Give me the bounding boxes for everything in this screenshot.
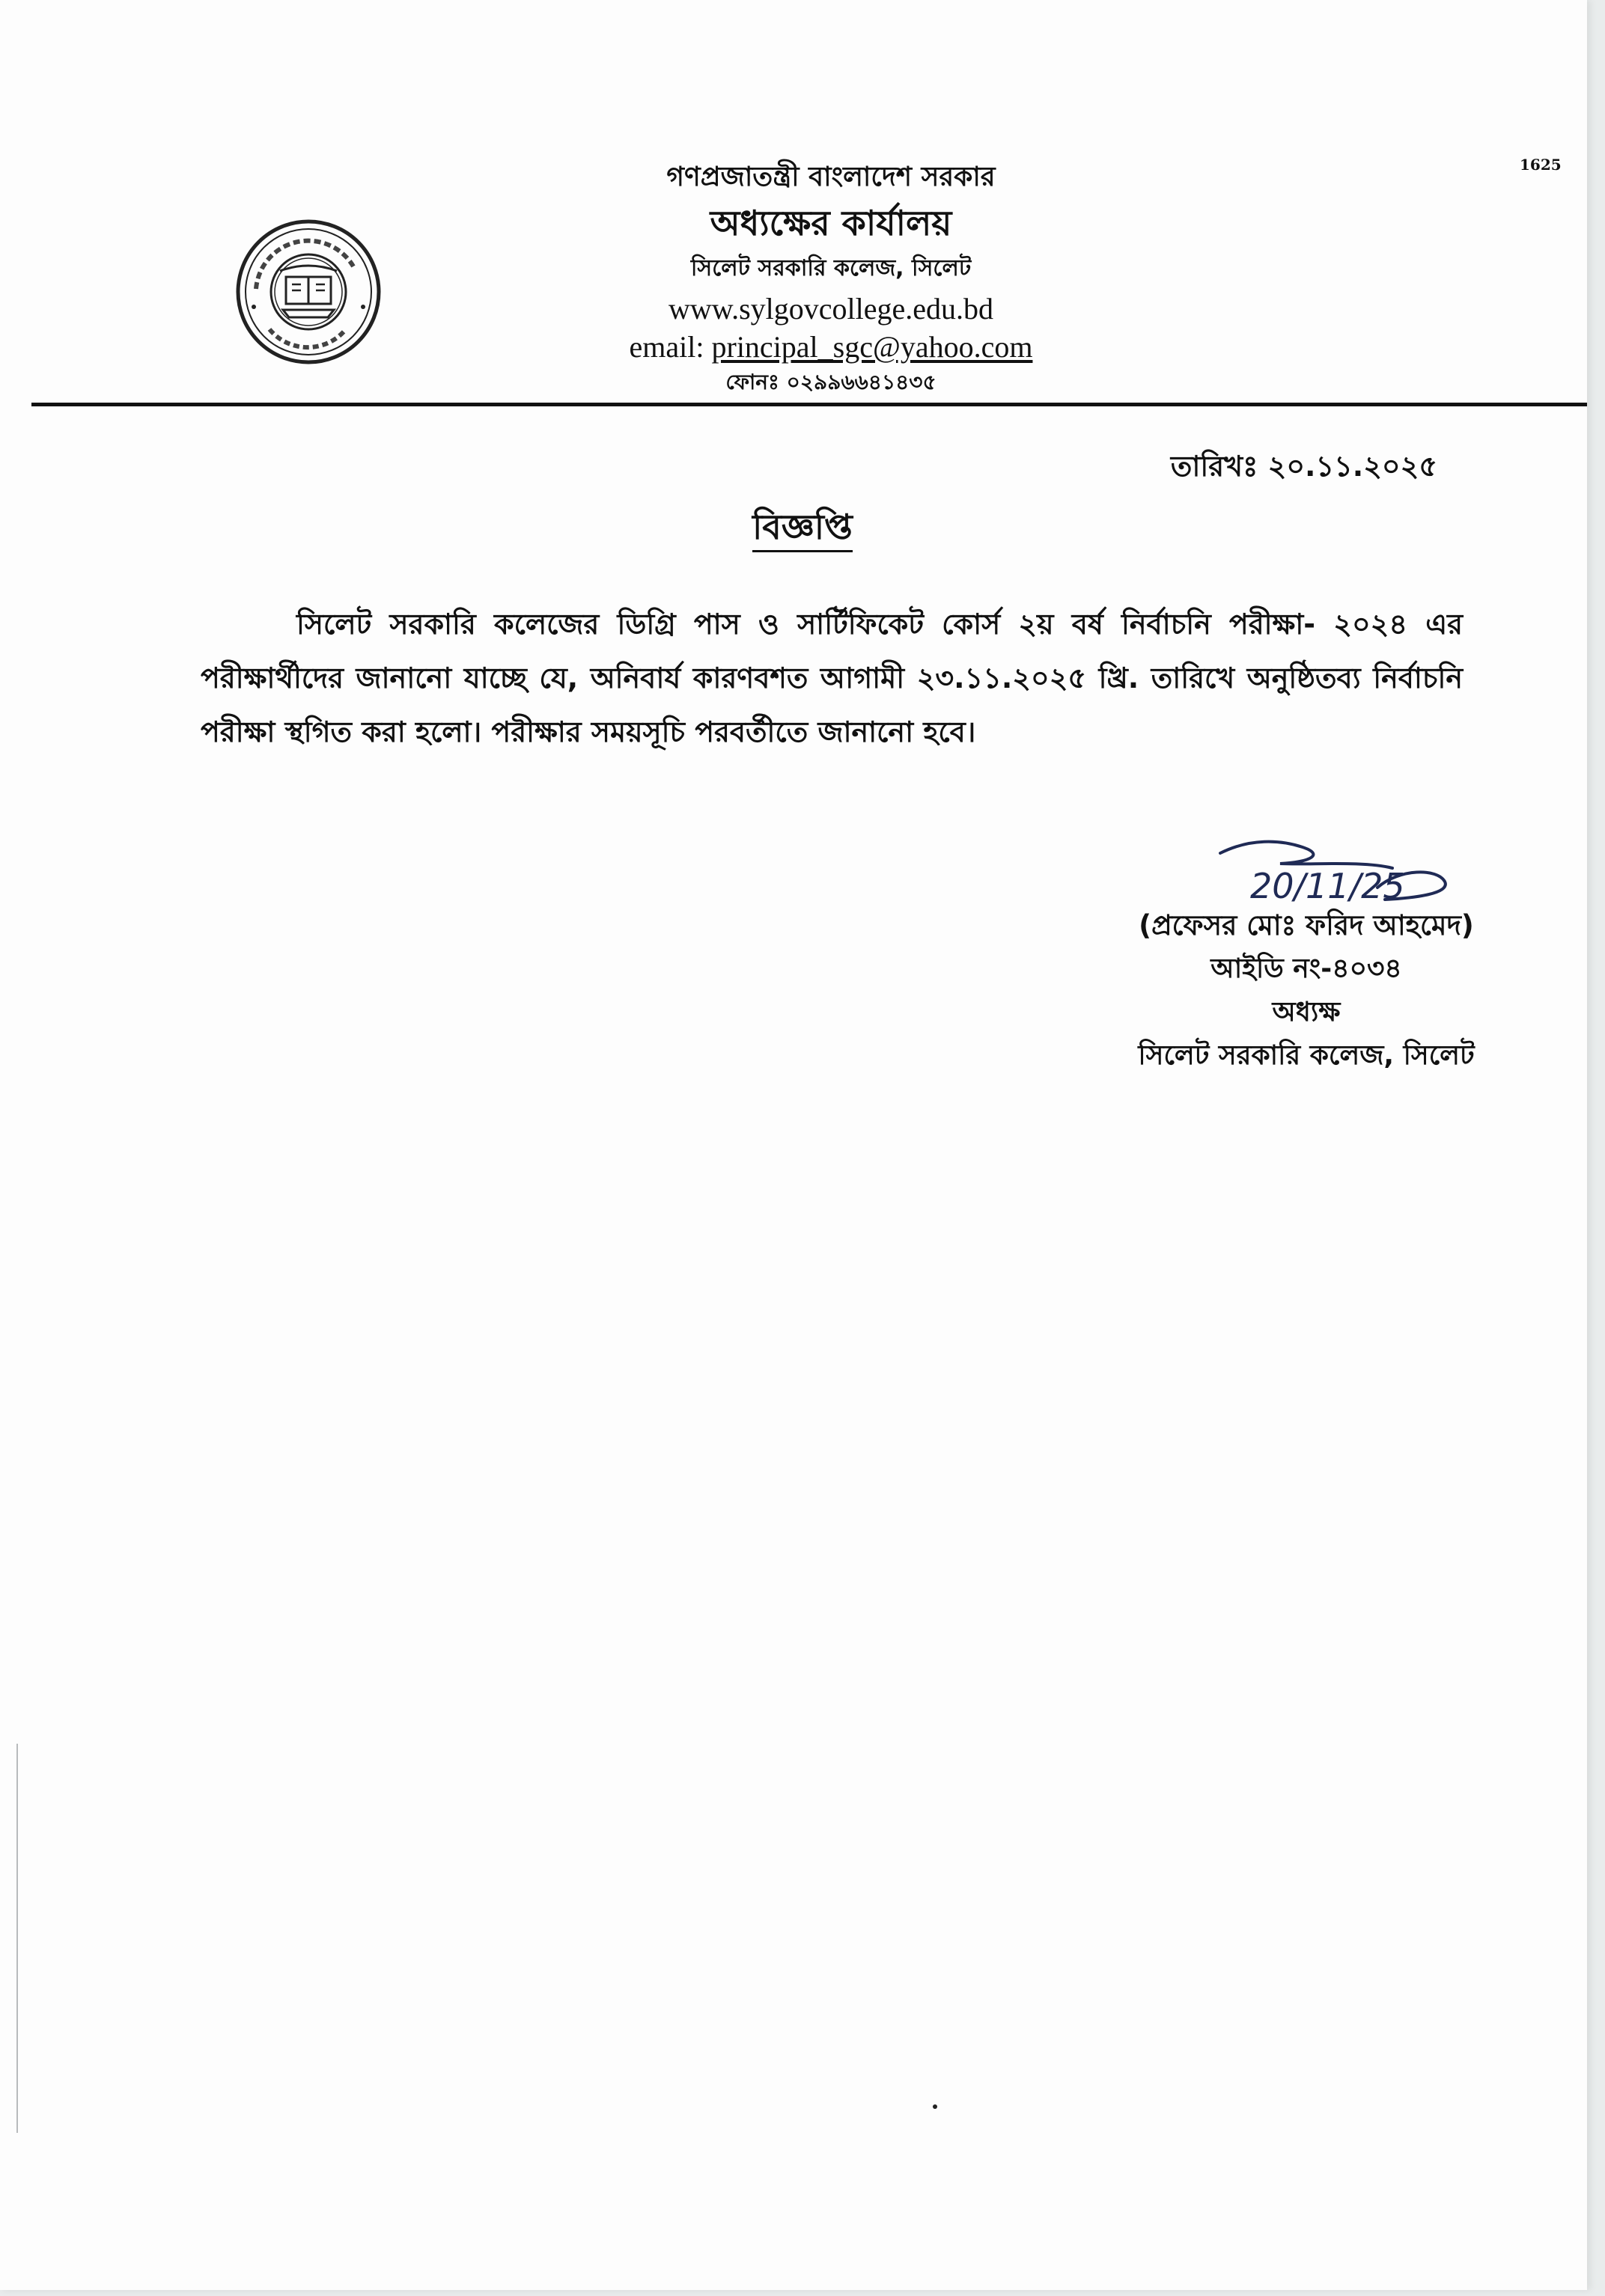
signatory-designation: অধ্যক্ষ xyxy=(1272,997,1341,1028)
letterhead xyxy=(524,157,1138,400)
signatory-institution: সিলেট সরকারি কলেজ, সিলেট xyxy=(1138,1040,1475,1071)
signatory-block xyxy=(1078,904,1535,1078)
notice-title-text: বিজ্ঞপ্তি xyxy=(752,507,853,552)
signatory-name: (প্রফেসর মোঃ ফরিদ আহমেদ) xyxy=(1139,909,1474,941)
notice-body: সিলেট সরকারি কলেজের ডিগ্রি পাস ও সার্টিফিকেট কোর্স ২য় বর্ষ নির্বাচনি পরীক্ষা- ২০২৪ এর পরীক্ষার্থীদের জানানো যাচ্ছে যে, অনিবার্য কারণবশত আগামী ২৩.১১.২০২৫ খ্রি. তারিখে অনুষ্ঠিতব্য নির্বাচনি পরীক্ষা স্থগিত করা হলো। পরীক্ষার সময়সূচি পরবর্তীতে জানানো হবে। xyxy=(201,608,1463,748)
website: www.sylgovcollege.edu.bd xyxy=(669,292,993,326)
government-name: গণপ্রজাতন্ত্রী বাংলাদেশ সরকার xyxy=(666,162,996,192)
signatory-id: আইডি নং-৪০৩৪ xyxy=(1210,953,1402,984)
email-address: principal_sgc@yahoo.com xyxy=(711,330,1033,364)
office-name: অধ্যক্ষের কার্যালয় xyxy=(710,203,952,243)
header-divider xyxy=(31,403,1587,406)
paper-speck xyxy=(933,2104,937,2109)
notice-date: তারিখঃ ২০.১১.২০২৫ xyxy=(1170,450,1437,483)
signature-date: 20/11/25 xyxy=(1250,866,1405,906)
notice-title xyxy=(653,501,952,558)
paper-edge-line xyxy=(16,1744,18,2133)
email-label: email: xyxy=(629,330,704,364)
page-number: 1625 xyxy=(1520,156,1562,174)
email-line xyxy=(524,329,1138,365)
college-seal-icon xyxy=(234,217,383,367)
phone-number: ফোনঃ ০২৯৯৬৬৪১৪৩৫ xyxy=(725,370,936,394)
college-name: সিলেট সরকারি কলেজ, সিলেট xyxy=(690,255,972,281)
